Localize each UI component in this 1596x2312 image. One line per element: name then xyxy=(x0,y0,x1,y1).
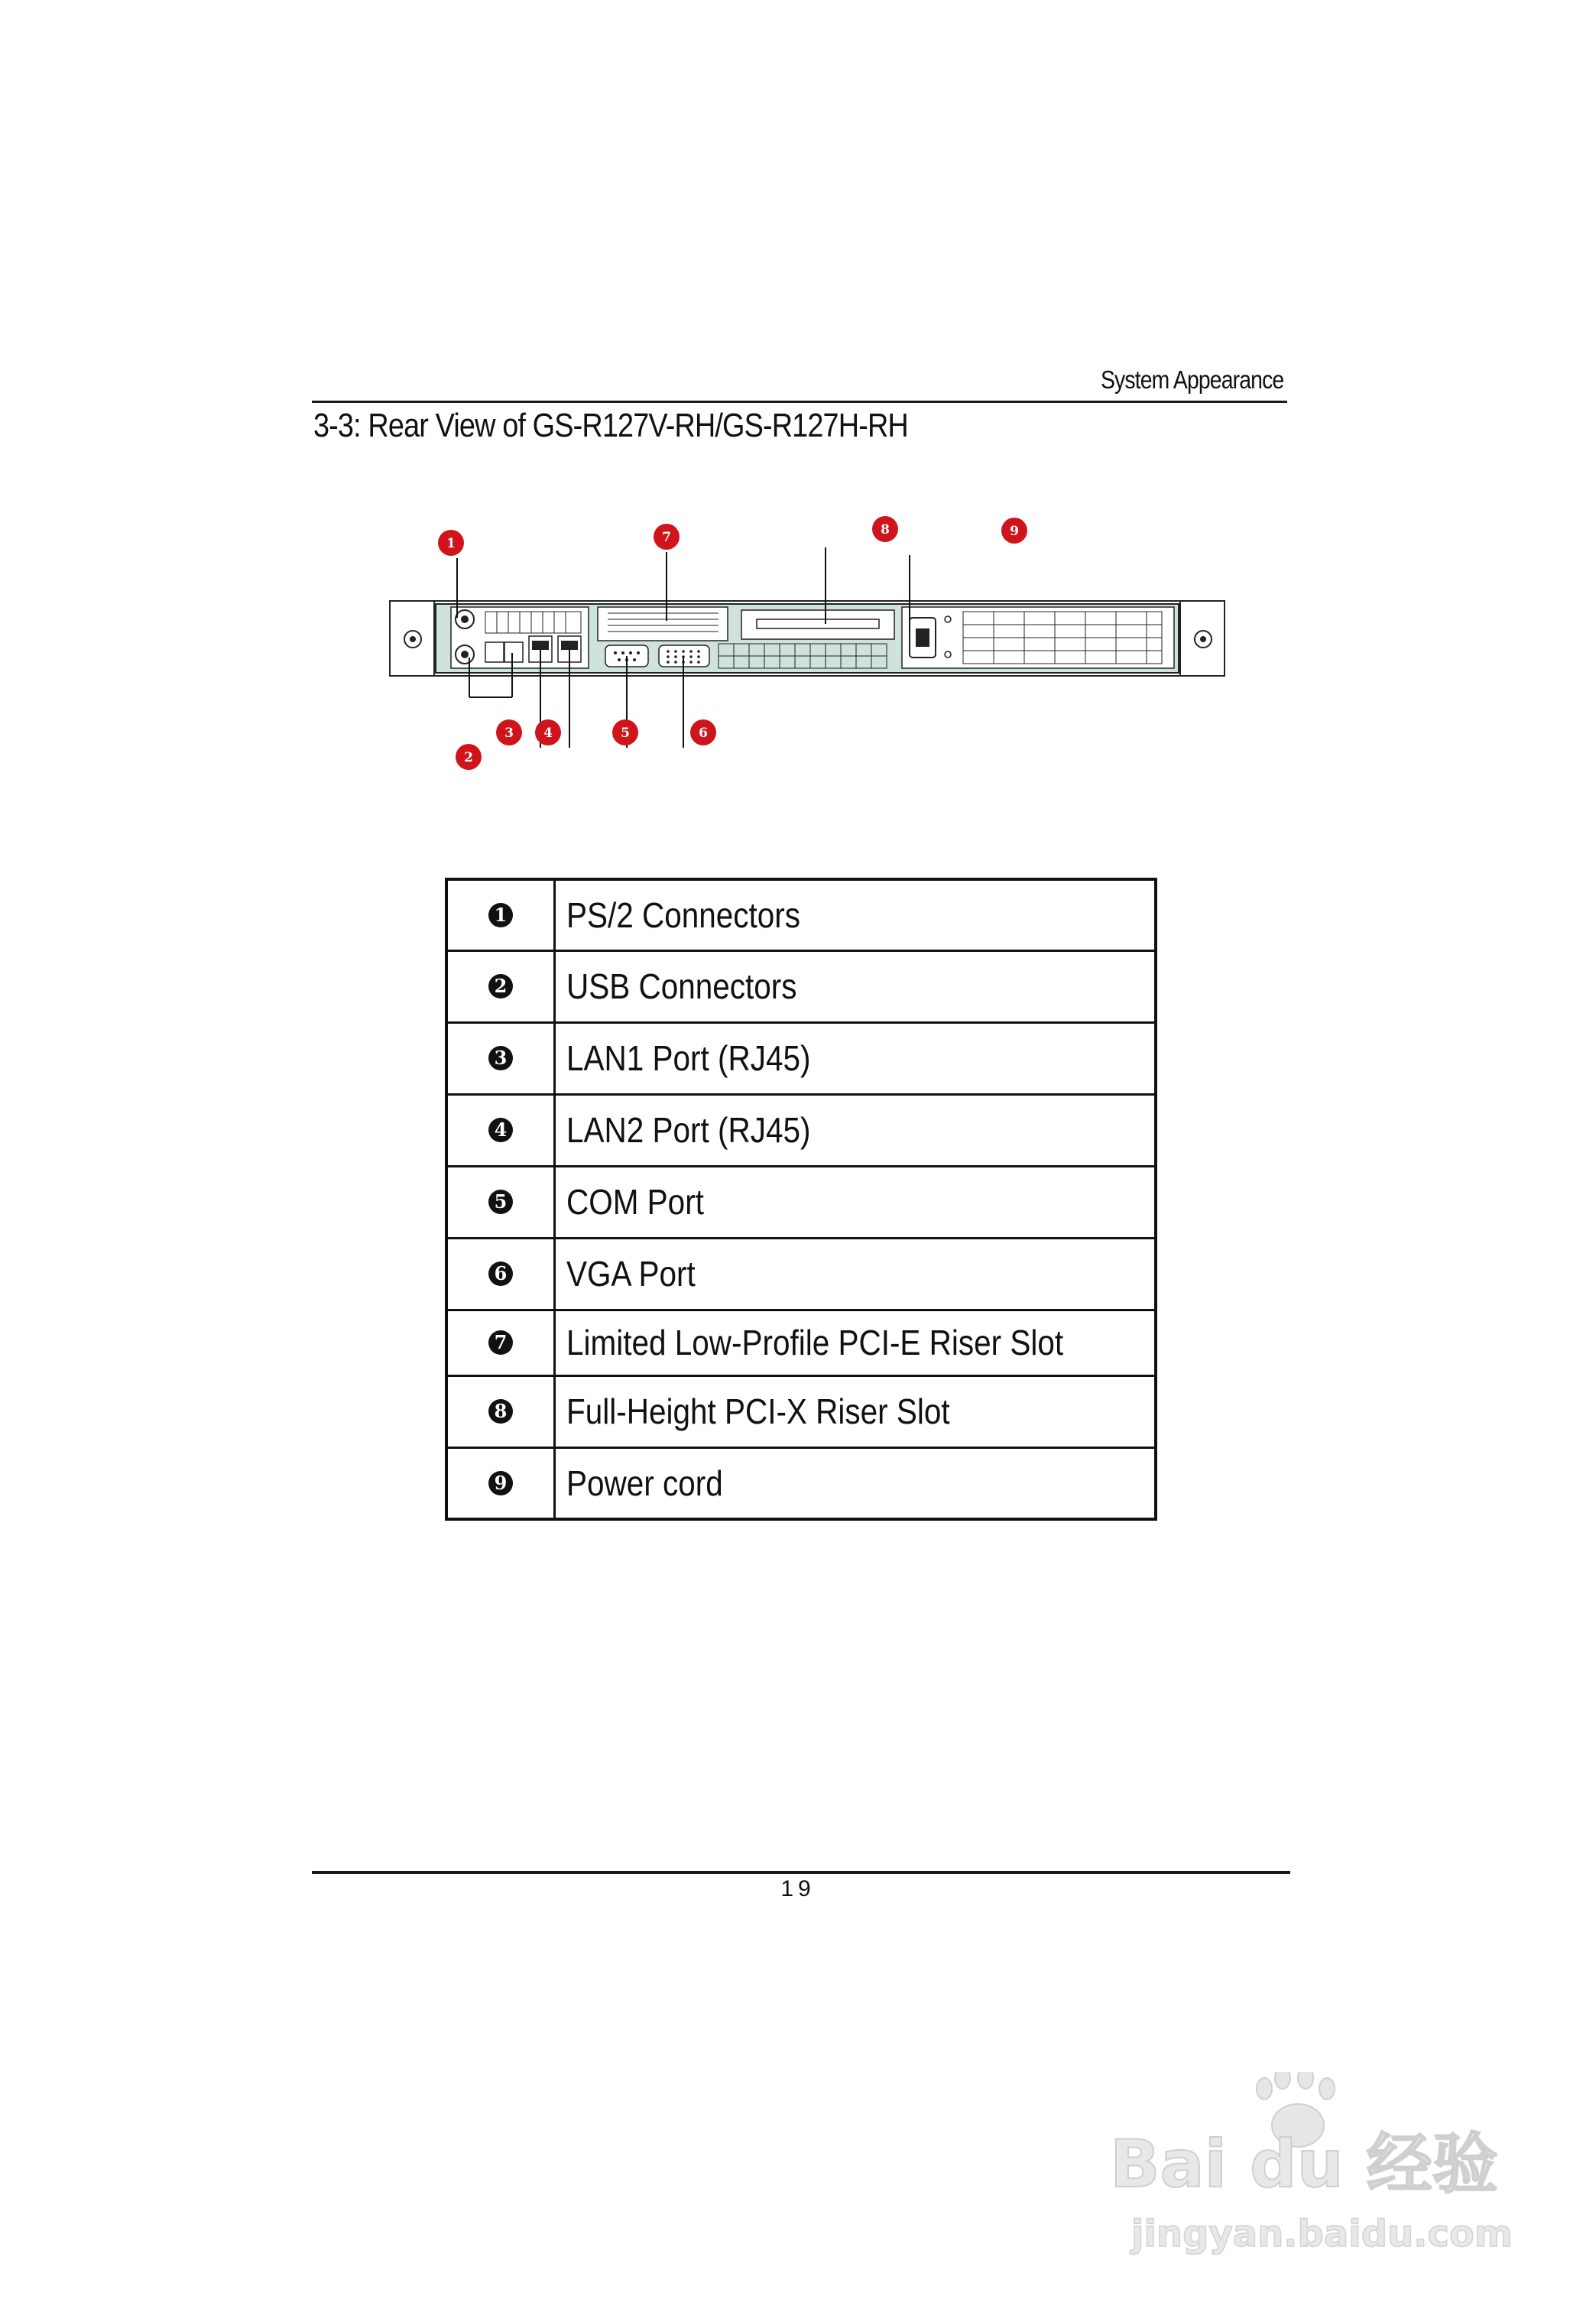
pcie-bracket xyxy=(598,607,728,641)
legend-number: 5 xyxy=(488,1190,513,1214)
header-section-label: System Appearance xyxy=(1100,365,1283,394)
legend-label: LAN1 Port (RJ45) xyxy=(566,1038,811,1078)
callout-5-label: 5 xyxy=(621,726,630,741)
legend-number: 7 xyxy=(488,1330,513,1355)
legend-number: 1 xyxy=(488,903,513,927)
callout-1-label: 1 xyxy=(446,536,456,551)
section-title: 3-3: Rear View of GS-R127V-RH/GS-R127H-RH xyxy=(313,407,908,444)
table-row xyxy=(446,1238,1156,1310)
legend-label: Power cord xyxy=(566,1463,723,1503)
watermark-url: jingyan.baidu.com xyxy=(1131,2213,1513,2255)
table-row xyxy=(446,1022,1156,1094)
legend-label: Full-Height PCI-X Riser Slot xyxy=(566,1391,950,1431)
callout-6-label: 6 xyxy=(699,726,708,741)
baidu-logo xyxy=(1101,2072,1529,2271)
table-row xyxy=(446,1166,1156,1238)
legend-label: LAN2 Port (RJ45) xyxy=(566,1110,811,1150)
legend-number: 3 xyxy=(488,1046,513,1070)
table-row xyxy=(446,1375,1156,1447)
legend-number: 6 xyxy=(488,1262,513,1286)
footer-rule xyxy=(312,1871,1290,1874)
watermark-brand: Bai du 经验 xyxy=(1110,2126,1498,2203)
table-row xyxy=(446,879,1156,950)
baidu-watermark xyxy=(1101,2072,1529,2271)
legend-number: 4 xyxy=(488,1118,513,1142)
callout-7-label: 7 xyxy=(662,530,671,545)
rear-panel-diagram xyxy=(382,505,1231,780)
table-row xyxy=(446,1310,1156,1375)
legend-label: PS/2 Connectors xyxy=(566,895,801,935)
callout-4-label: 4 xyxy=(543,726,553,741)
legend-number: 9 xyxy=(488,1471,513,1495)
callout-3-label: 3 xyxy=(504,726,514,741)
rear-view-figure xyxy=(382,505,1231,780)
callout-2-label: 2 xyxy=(464,750,473,765)
table-row xyxy=(446,950,1156,1022)
callout-9-label: 9 xyxy=(1010,524,1019,539)
legend-label: Limited Low-Profile PCI-E Riser Slot xyxy=(566,1323,1064,1362)
table-row xyxy=(446,1094,1156,1166)
legend-label: VGA Port xyxy=(566,1254,696,1294)
usb-port-2 xyxy=(504,642,523,662)
legend-number: 8 xyxy=(488,1399,513,1424)
page-number: 19 xyxy=(780,1876,816,1901)
header-rule xyxy=(312,401,1287,403)
legend-label: COM Port xyxy=(566,1182,704,1222)
legend-table xyxy=(445,878,1157,1521)
callout-8-label: 8 xyxy=(881,522,890,537)
legend-number: 2 xyxy=(488,974,513,999)
legend-label: USB Connectors xyxy=(566,966,797,1006)
usb-port-1 xyxy=(485,642,504,662)
table-row xyxy=(446,1447,1156,1519)
